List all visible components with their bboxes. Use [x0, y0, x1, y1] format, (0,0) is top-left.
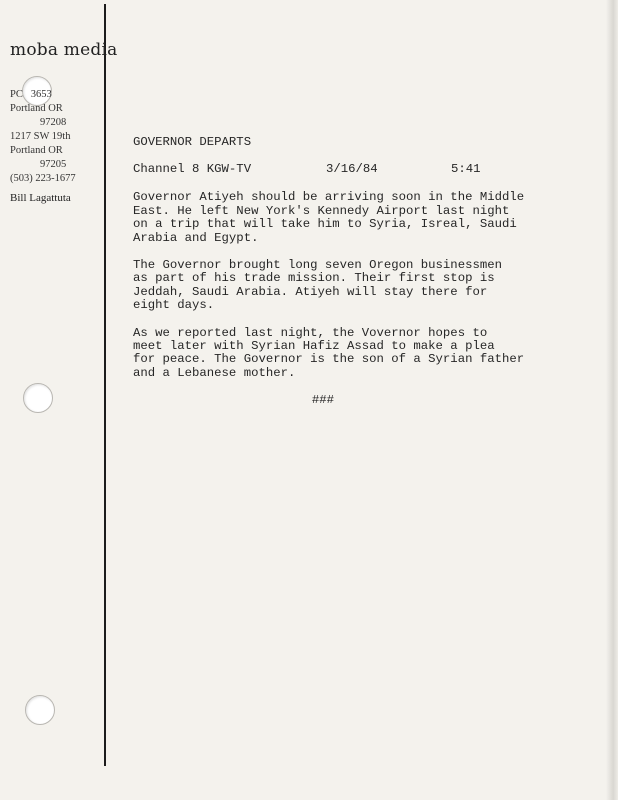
- reporter-name: Bill Lagattuta: [10, 192, 71, 204]
- story-body: [133, 136, 573, 408]
- story-meta: [133, 163, 573, 177]
- story-paragraph: As we reported last night, the Vovernor hopes to meet later with Syrian Hafiz Assad to make a plea for peace. The Governor is the son of a Syrian father and a Lebanese mother.: [133, 325, 525, 380]
- address-line: Portland OR: [10, 103, 63, 114]
- page-edge: [606, 0, 618, 800]
- story-slug: GOVERNOR DEPARTS: [133, 135, 252, 149]
- story-paragraph: The Governor brought long seven Oregon businessmen as part of his trade mission. Their first stop is Jeddah, Saudi Arabia. Atiyeh will stay there for eight days.: [133, 258, 502, 313]
- letterhead-brand: moba media: [10, 40, 118, 60]
- address-line: 97208: [40, 117, 67, 128]
- punch-hole: [23, 383, 53, 413]
- letterhead-address: [10, 88, 102, 186]
- story-paragraph: Governor Atiyeh should be arriving soon in the Middle East. He left New York's Kennedy Airport last night on a trip that will take him to Syria, Isreal, Saudi Arabia and Egypt.: [133, 190, 525, 245]
- end-mark: ###: [311, 393, 335, 408]
- address-line: 97205: [40, 159, 67, 170]
- address-line: PC 3653: [10, 89, 52, 100]
- story-date: 3/16/84: [326, 162, 378, 177]
- station-label: Channel 8 KGW-TV: [133, 162, 252, 177]
- margin-rule: [104, 4, 106, 766]
- punch-hole: [25, 695, 55, 725]
- story-duration: 5:41: [451, 162, 481, 177]
- address-line: 1217 SW 19th: [10, 131, 71, 142]
- address-line: (503) 223-1677: [10, 173, 76, 184]
- address-line: Portland OR: [10, 145, 63, 156]
